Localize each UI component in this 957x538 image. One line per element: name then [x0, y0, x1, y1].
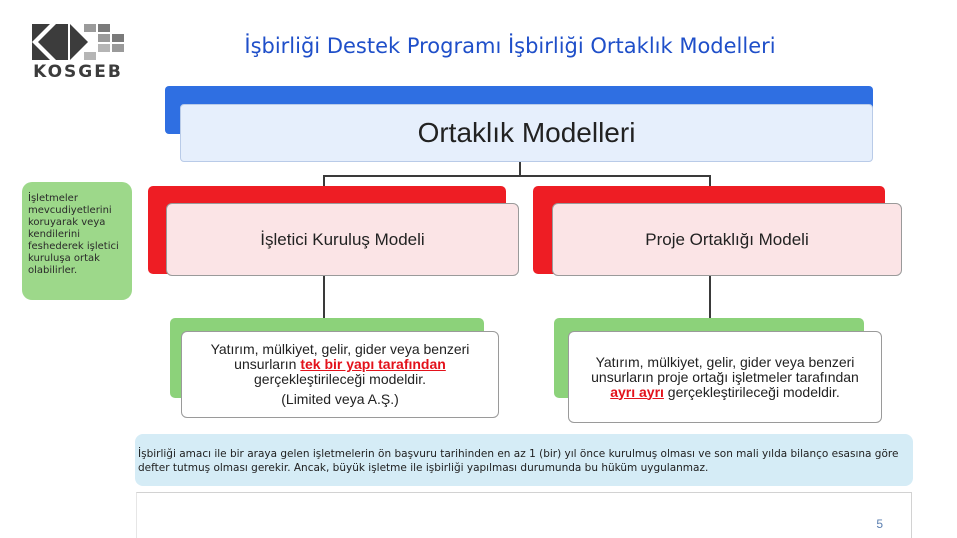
root-node: Ortaklık Modelleri: [180, 104, 873, 162]
model-2-title-box: [552, 203, 902, 276]
model-2-title: Proje Ortaklığı Modeli: [645, 229, 809, 249]
logo-text: KOSGEB: [33, 62, 123, 82]
page-number: 5: [876, 517, 883, 531]
model-1-title-box: [166, 203, 519, 276]
model-2-description-text: Yatırım, mülkiyet, gelir, gider veya benzeri unsurların proje ortağı işletmeler tarafından ayrı ayrı gerçekleştirileceği modeldir.: [591, 353, 859, 400]
model-2-description: [568, 331, 882, 423]
requirement-note: İşbirliği amacı ile bir araya gelen işletmelerin ön başvuru tarihinden en az 1 (bir) yıl önce kurulmuş olması ve son mali yılda bilanço esasına göre defter tutmuş olması gerekir. Ancak, büyük işletme ile işbirliği yapılması durumunda bu hüküm uygulanmaz.: [135, 434, 913, 486]
page-title: İşbirliği Destek Programı İşbirliği Ortaklık Modelleri: [244, 34, 776, 58]
model-1-extra: (Limited veya A.Ş.): [281, 391, 399, 407]
model-1-emphasis: tek bir yapı tarafından: [300, 356, 446, 372]
connector-root-down: [519, 162, 521, 176]
footer-frame: [136, 492, 912, 538]
kosgeb-logo: [26, 22, 130, 82]
model-1-description-text: Yatırım, mülkiyet, gelir, gider veya benzeri unsurların tek bir yapı tarafından gerçekleştirileceği modeldir.: [210, 341, 470, 387]
model-1-description: [181, 331, 499, 418]
model-1-title: İşletici Kuruluş Modeli: [260, 229, 425, 249]
side-note: İşletmeler mevcudiyetlerini koruyarak veya kendilerini feshederek işletici kuruluşa ortak olabilirler.: [22, 182, 132, 300]
model-2-emphasis: ayrı ayrı: [610, 383, 664, 400]
connector-horizontal: [323, 175, 710, 177]
logo-mark-icon: [26, 22, 130, 64]
